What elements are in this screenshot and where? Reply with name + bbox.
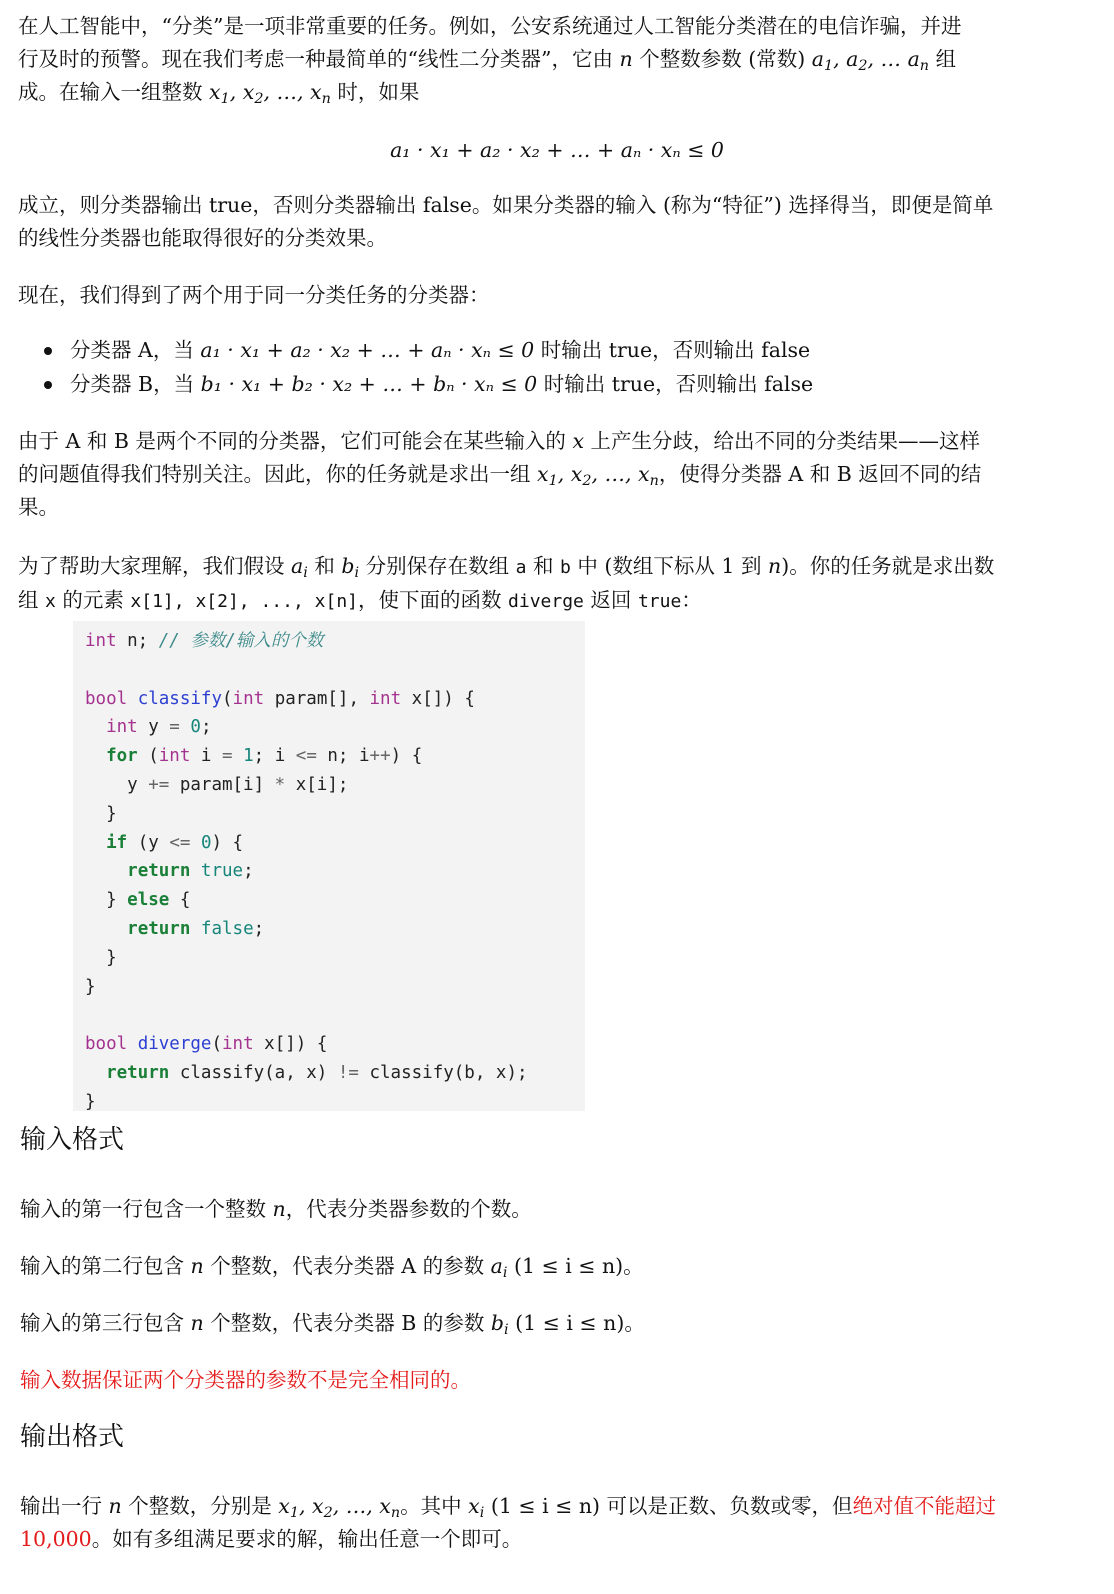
code-line: int y = 0; [106,717,212,738]
var-bi: $b_i$ [490,1311,509,1338]
two-classifiers-intro: 现在，我们得到了两个用于同一分类任务的分类器： [18,283,490,307]
var-n: n [768,554,782,578]
para5-1b: 和 [307,554,342,578]
para5-2e: ： [681,588,702,612]
intro-paragraph [18,10,1098,109]
task-paragraph [18,425,1098,524]
code-line [85,656,585,685]
var-n: n [619,47,633,71]
code-line: for (int i = 1; i <= n; i++) { [106,746,423,767]
para4-line-1b: 上产生分歧，给出不同的分类结果——这样 [584,429,981,453]
x-list: $x_1$, $x_2$, …, $x_n$ [278,1494,401,1521]
para5-2d: 返回 [583,588,638,612]
intro-line-3a: 成。在输入一组整数 [18,80,210,104]
var-n: n [190,1254,204,1278]
bullet-icon [44,381,52,389]
code-line: int n; // 参数/输入的个数 [85,631,324,651]
x-list: $x_1$, $x_2$, …, $x_n$ [537,462,659,489]
para5-1c: 分别保存在数组 [359,554,516,578]
classifier-list [18,334,1078,402]
para4-line-3: 果。 [18,495,59,519]
bullet-b-formula: b₁ · x₁ + b₂ · x₂ + … + bₙ · xₙ ≤ 0 [200,372,538,396]
para5-2c: ，使下面的函数 [358,588,509,612]
intro-line-2c: 组 [929,47,957,71]
input-line-2 [20,1250,1100,1283]
intro-line-3b: 时，如果 [330,80,420,104]
code-line: return false; [127,918,265,939]
output-2-red: 10,000 [20,1527,92,1551]
code-line: } [85,947,117,968]
bullet-b-post: 时输出 true，否则输出 false [537,372,814,396]
param-list-a: $a_1$, $a_2$, … $a_n$ [811,47,930,74]
input-line-1 [20,1193,1100,1226]
code-line: return classify(a, x) != classify(b, x); [106,1062,528,1083]
code-token-a: a [515,557,527,578]
classifier-formula: a₁ · x₁ + a₂ · x₂ + … + aₙ · xₙ ≤ 0 [390,138,724,162]
array-explanation-paragraph [18,550,1098,618]
var-ai: $a_i$ [291,554,308,581]
code-line: return true; [127,861,254,882]
input-1a: 输入的第一行包含一个整数 [20,1197,273,1221]
code-token-b: b [560,557,571,578]
code-line: } [85,1091,96,1112]
para4-line-2a: 的问题值得我们特别关注。因此，你的任务就是求出一组 [18,462,538,486]
code-line [85,1001,585,1030]
code-token-x-elems: x[1], x[2], ..., x[n] [130,591,358,612]
var-n: n [272,1197,286,1221]
input-3a: 输入的第三行包含 [20,1311,191,1335]
output-2b: 。如有多组满足要求的解，输出任意一个即可。 [91,1527,523,1551]
output-1d: (1 ≤ i ≤ n) 可以是正数、负数或零，但 [484,1494,853,1518]
code-token-true: true [637,591,682,612]
para5-2a: 组 [18,588,46,612]
code-block [73,621,585,1111]
output-explanation-paragraph [18,189,1098,255]
input-line-3 [20,1307,1100,1340]
input-2b: 个整数，代表分类器 A 的参数 [203,1254,491,1278]
output-paragraph [20,1490,1082,1556]
input-3c: (1 ≤ i ≤ n)。 [508,1311,645,1335]
var-xi: $x_i$ [468,1494,485,1521]
list-item [18,368,1078,402]
code-token-diverge: diverge [508,591,584,612]
bullet-icon [44,347,52,355]
input-format-heading: 输入格式 [20,1125,125,1155]
input-list-x: $x_1$, $x_2$, …, $x_n$ [209,80,331,107]
para5-1e: 中 (数组下标从 1 到 [570,554,769,578]
intro-line-2a: 行及时的预警。现在我们考虑一种最简单的“线性二分类器”，它由 [18,47,620,71]
code-line: } else { [85,890,191,911]
code-line: } [85,976,96,997]
code-line: bool diverge(int x[]) { [85,1034,328,1055]
output-format-heading: 输出格式 [20,1422,125,1452]
para5-1a: 为了帮助大家理解，我们假设 [18,554,292,578]
para5-1f: )。你的任务就是求出数 [781,554,995,578]
code-line: } [85,803,117,824]
para5-2b: 的元素 [55,588,131,612]
code-line: bool classify(int param[], int x[]) { [85,688,475,709]
code-line: y += param[i] * x[i]; [85,774,349,795]
para2-line-1: 成立，则分类器输出 true，否则分类器输出 false。如果分类器的输入 (称为“特征”) 选择得当，即便是简单 [18,193,994,217]
output-1a: 输出一行 [20,1494,109,1518]
bullet-a-pre: 分类器 A，当 [70,338,201,362]
intro-line-1: 在人工智能中，“分类”是一项非常重要的任务。例如，公安系统通过人工智能分类潜在的电信诈骗，并进 [18,14,962,38]
input-guarantee: 输入数据保证两个分类器的参数不是完全相同的。 [20,1368,471,1392]
input-1b: ，代表分类器参数的个数。 [285,1197,532,1221]
output-1-red: 绝对值不能超过 [852,1494,997,1518]
var-n: n [108,1494,122,1518]
para4-line-2b: ，使得分类器 A 和 B 返回不同的结 [658,462,982,486]
var-ai: $a_i$ [490,1254,508,1281]
output-1b: 个整数，分别是 [121,1494,279,1518]
var-x: x [572,429,585,453]
list-item [18,334,1078,368]
code-comment: // 参数/输入的个数 [158,631,324,651]
bullet-b-pre: 分类器 B，当 [70,372,201,396]
input-2c: (1 ≤ i ≤ n)。 [507,1254,644,1278]
var-bi: $b_i$ [341,554,360,581]
var-n: n [190,1311,204,1335]
intro-line-2b: 个整数参数 (常数) [632,47,812,71]
bullet-a-post: 时输出 true，否则输出 false [534,338,811,362]
para4-line-1a: 由于 A 和 B 是两个不同的分类器，它们可能会在某些输入的 [18,429,573,453]
input-3b: 个整数，代表分类器 B 的参数 [203,1311,491,1335]
para5-1d: 和 [526,554,561,578]
code-line: if (y <= 0) { [106,832,244,853]
input-2a: 输入的第二行包含 [20,1254,191,1278]
code-token-x: x [45,591,56,612]
bullet-a-formula: a₁ · x₁ + a₂ · x₂ + … + aₙ · xₙ ≤ 0 [200,338,535,362]
output-1c: 。其中 [400,1494,469,1518]
para2-line-2: 的线性分类器也能取得很好的分类效果。 [18,226,387,250]
